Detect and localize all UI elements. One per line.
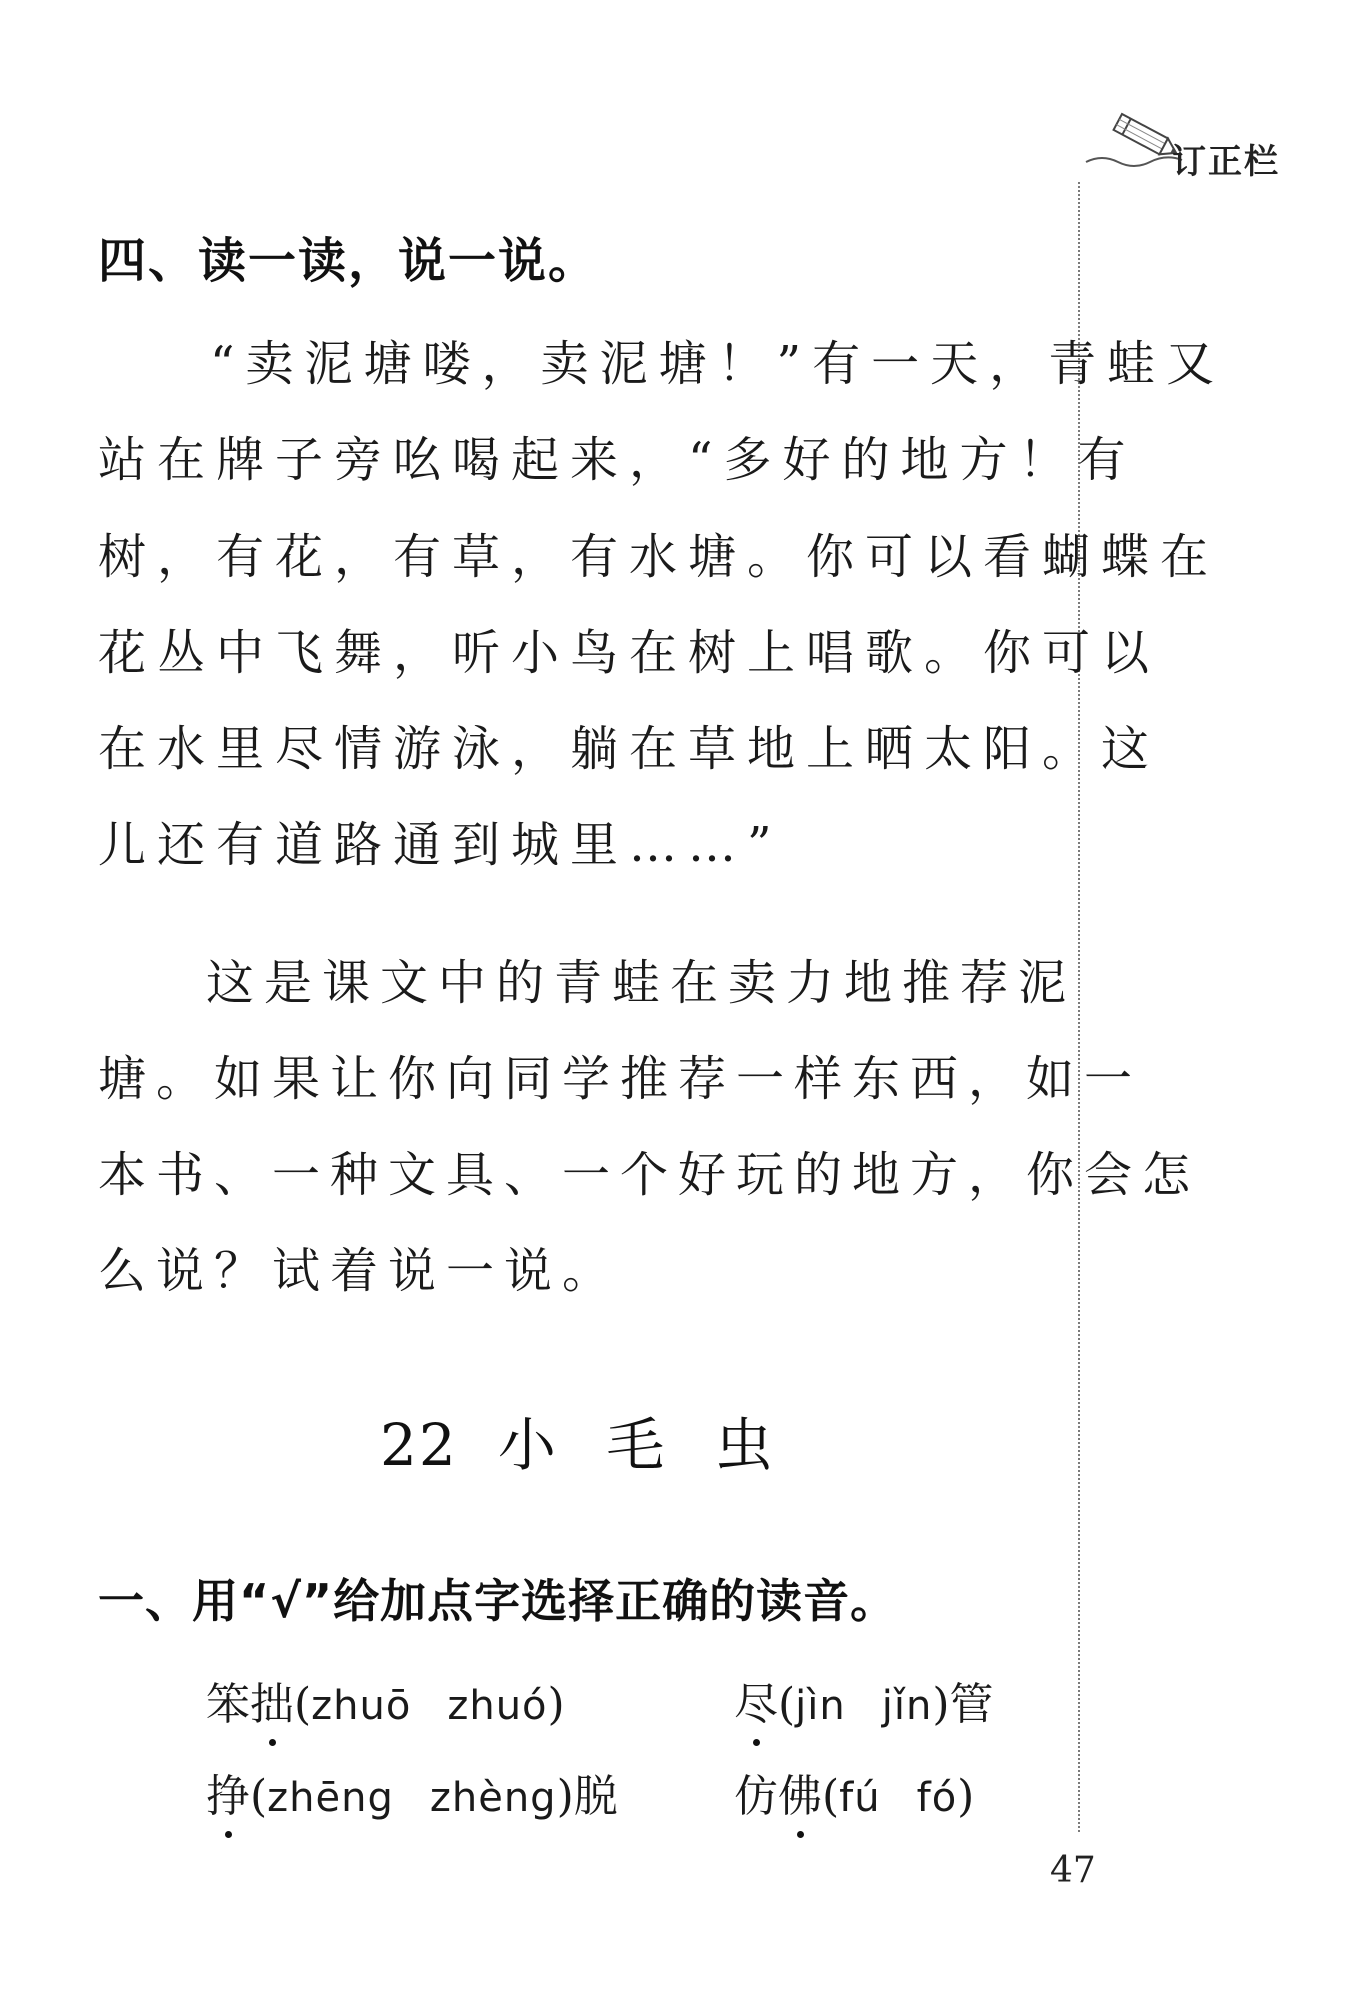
paren-close: ) [547,1679,565,1730]
lesson-title: 小 毛 虫 [497,1411,789,1479]
pinyin-option[interactable]: zhēng [267,1775,394,1821]
dotted-char: 拙 [250,1668,294,1732]
pinyin-option[interactable]: jìn [795,1683,846,1729]
passage-line: 花丛中飞舞，听小鸟在树上唱歌。你可以 [98,625,1161,681]
page-number: 47 [1050,1850,1096,1891]
pinyin-option[interactable]: fú [839,1775,881,1821]
item-char: 脱 [573,1771,618,1822]
dotted-char: 佛 [778,1760,822,1824]
pinyin-option[interactable]: zhèng [429,1775,557,1821]
pinyin-option[interactable]: jǐn [881,1683,933,1729]
prompt-line: 塘。如果让你向同学推荐一样东西，如一 [98,1051,1143,1107]
paren-open: ( [250,1771,268,1822]
prompt-line: 本书、一种文具、一个好玩的地方，你会怎 [98,1147,1201,1203]
paren-open: ( [294,1679,312,1730]
pinyin-item-zheng [206,1760,618,1824]
prompt-line: 么说？试着说一说。 [98,1243,621,1299]
paren-open: ( [778,1679,796,1730]
prompt-line: 这是课文中的青蛙在卖力地推荐泥 [206,955,1077,1011]
paren-close: ) [932,1679,950,1730]
lesson-number: 22 [380,1411,458,1479]
correction-column-header [1082,104,1322,182]
item-char: 仿 [734,1771,778,1822]
correction-column-label: 订正栏 [1172,142,1280,182]
pinyin-item-jin [734,1668,994,1732]
dotted-char: 尽 [734,1668,778,1732]
passage-line: “卖泥塘喽，卖泥塘！”有一天，青蛙又 [210,336,1226,392]
passage-line: 儿还有道路通到城里……” [98,817,783,873]
pinyin-option[interactable]: zhuō [311,1683,412,1729]
item-char: 管 [949,1679,994,1730]
pinyin-option[interactable]: fó [916,1775,958,1821]
paren-close: ) [957,1771,975,1822]
section-4-title: 四、读一读，说一说。 [98,233,599,289]
paren-close: ) [556,1771,574,1822]
section-1-title: 一、用“√”给加点字选择正确的读音。 [98,1574,898,1628]
dotted-char: 挣 [206,1760,250,1824]
pinyin-item-fu [734,1760,974,1824]
passage-line: 在水里尽情游泳，躺在草地上晒太阳。这 [98,721,1161,777]
passage-line: 树，有花，有草，有水塘。你可以看蝴蝶在 [98,529,1220,585]
pinyin-option[interactable]: zhuó [447,1683,548,1729]
passage-line: 站在牌子旁吆喝起来，“多好的地方！有 [98,432,1137,488]
paren-open: ( [822,1771,840,1822]
pinyin-item-zhuo [206,1668,565,1732]
lesson-heading [380,1398,789,1482]
item-char: 笨 [206,1679,250,1730]
